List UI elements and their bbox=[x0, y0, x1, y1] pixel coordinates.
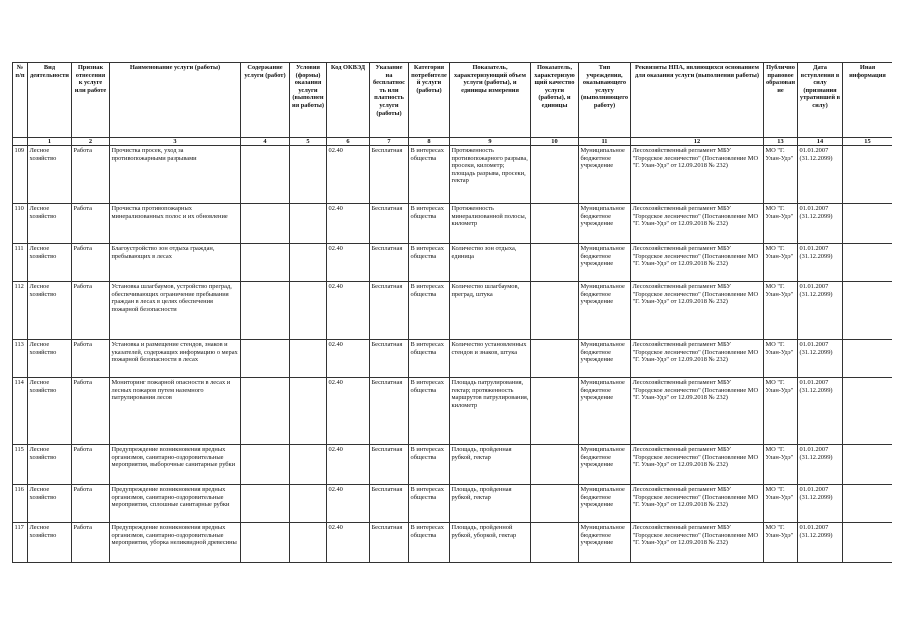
cell-okved: 02.40 bbox=[327, 282, 370, 340]
cell-quality bbox=[531, 445, 579, 485]
cell-num: 116 bbox=[13, 485, 28, 523]
col-header-okved: Код ОКВЭД bbox=[327, 63, 370, 138]
cell-volume: Количество установленных стендов и знаков, штука bbox=[450, 340, 531, 378]
cell-consumers: В интересах общества bbox=[409, 523, 450, 563]
cell-entity: МО "Г. Улан-Удэ" bbox=[764, 282, 798, 340]
column-number: 6 bbox=[327, 138, 370, 146]
table-body bbox=[13, 146, 893, 563]
cell-other bbox=[843, 485, 893, 523]
cell-volume: Площадь, пройденная рубкой, гектар bbox=[450, 485, 531, 523]
col-header-activity: Вид деятельности bbox=[28, 63, 72, 138]
cell-type: Муниципальное бюджетное учреждение bbox=[579, 146, 631, 204]
cell-okved: 02.40 bbox=[327, 378, 370, 445]
column-number: 7 bbox=[370, 138, 409, 146]
cell-name: Прочистка противопожарных минерализованных полос и их обновление bbox=[110, 204, 241, 244]
cell-other bbox=[843, 204, 893, 244]
cell-sign: Работа bbox=[72, 340, 110, 378]
cell-payment: Бесплатная bbox=[370, 485, 409, 523]
cell-volume: Протяженность минерализованной полосы, километр bbox=[450, 204, 531, 244]
cell-volume: Количество шлагбаумов, преград, штука bbox=[450, 282, 531, 340]
cell-okved: 02.40 bbox=[327, 485, 370, 523]
cell-payment: Бесплатная bbox=[370, 282, 409, 340]
cell-activity: Лесное хозяйство bbox=[28, 523, 72, 563]
cell-name: Предупреждение возникновения вредных организмов, санитарно-оздоровительные мероприятия, уборка неликвидной древесины bbox=[110, 523, 241, 563]
cell-other bbox=[843, 378, 893, 445]
cell-sign: Работа bbox=[72, 244, 110, 282]
cell-consumers: В интересах общества bbox=[409, 204, 450, 244]
cell-content bbox=[241, 244, 290, 282]
cell-type: Муниципальное бюджетное учреждение bbox=[579, 445, 631, 485]
col-header-npa: Реквизиты НПА, являющихся основанием для оказания услуги (выполнения работы) bbox=[631, 63, 764, 138]
cell-payment: Бесплатная bbox=[370, 445, 409, 485]
cell-type: Муниципальное бюджетное учреждение bbox=[579, 523, 631, 563]
cell-entity: МО "Г. Улан-Удэ" bbox=[764, 204, 798, 244]
cell-npa: Лесохозяйственный регламент МБУ "Городское лесничество" (Постановление МО "Г. Улан-Удэ" от 12.09.2018 № 232) bbox=[631, 340, 764, 378]
cell-entity: МО "Г. Улан-Удэ" bbox=[764, 523, 798, 563]
cell-name: Установка и размещение стендов, знаков и указателей, содержащих информацию о мерах пожарной безопасности в лесах bbox=[110, 340, 241, 378]
cell-content bbox=[241, 204, 290, 244]
cell-quality bbox=[531, 282, 579, 340]
cell-name: Установка шлагбаумов, устройство преград, обеспечивающих ограничение пребывания граждан в лесах в целях обеспечения пожарной безопасности bbox=[110, 282, 241, 340]
cell-entity: МО "Г. Улан-Удэ" bbox=[764, 146, 798, 204]
cell-volume: Количество зон отдыха, единица bbox=[450, 244, 531, 282]
cell-name: Предупреждение возникновения вредных организмов, санитарно-оздоровительные мероприятия, выборочные санитарные рубки bbox=[110, 445, 241, 485]
cell-content bbox=[241, 340, 290, 378]
cell-conditions bbox=[290, 244, 327, 282]
registry-document bbox=[12, 62, 892, 632]
cell-consumers: В интересах общества bbox=[409, 378, 450, 445]
cell-entity: МО "Г. Улан-Удэ" bbox=[764, 340, 798, 378]
column-number: 12 bbox=[631, 138, 764, 146]
col-header-quality: Показатель, характеризующий качество услуги (работы), и единицы bbox=[531, 63, 579, 138]
table-row bbox=[13, 282, 893, 340]
cell-okved: 02.40 bbox=[327, 244, 370, 282]
table-row bbox=[13, 204, 893, 244]
cell-okved: 02.40 bbox=[327, 340, 370, 378]
cell-other bbox=[843, 244, 893, 282]
cell-payment: Бесплатная bbox=[370, 523, 409, 563]
cell-payment: Бесплатная bbox=[370, 378, 409, 445]
cell-date: 01.01.2007 (31.12.2099) bbox=[798, 523, 843, 563]
cell-consumers: В интересах общества bbox=[409, 445, 450, 485]
cell-payment: Бесплатная bbox=[370, 340, 409, 378]
cell-activity: Лесное хозяйство bbox=[28, 204, 72, 244]
cell-npa: Лесохозяйственный регламент МБУ "Городское лесничество" (Постановление МО "Г. Улан-Удэ" от 12.09.2018 № 232) bbox=[631, 282, 764, 340]
cell-quality bbox=[531, 204, 579, 244]
column-number: 1 bbox=[28, 138, 72, 146]
cell-date: 01.01.2007 (31.12.2099) bbox=[798, 146, 843, 204]
cell-npa: Лесохозяйственный регламент МБУ "Городское лесничество" (Постановление МО "Г. Улан-Удэ" от 12.09.2018 № 232) bbox=[631, 244, 764, 282]
cell-name: Предупреждение возникновения вредных организмов, санитарно-оздоровительные мероприятия, сплошные санитарные рубки bbox=[110, 485, 241, 523]
cell-okved: 02.40 bbox=[327, 204, 370, 244]
cell-activity: Лесное хозяйство bbox=[28, 485, 72, 523]
table-row bbox=[13, 340, 893, 378]
cell-date: 01.01.2007 (31.12.2099) bbox=[798, 244, 843, 282]
cell-type: Муниципальное бюджетное учреждение bbox=[579, 244, 631, 282]
cell-npa: Лесохозяйственный регламент МБУ "Городское лесничество" (Постановление МО "Г. Улан-Удэ" от 12.09.2018 № 232) bbox=[631, 523, 764, 563]
cell-volume: Площадь, пройденная рубкой, гектар bbox=[450, 445, 531, 485]
cell-quality bbox=[531, 244, 579, 282]
cell-num: 112 bbox=[13, 282, 28, 340]
cell-npa: Лесохозяйственный регламент МБУ "Городское лесничество" (Постановление МО "Г. Улан-Удэ" от 12.09.2018 № 232) bbox=[631, 378, 764, 445]
cell-consumers: В интересах общества bbox=[409, 282, 450, 340]
cell-volume: Протяженность противопожарного разрыва, просеки, километр; площадь разрыва, просеки, гектар bbox=[450, 146, 531, 204]
cell-conditions bbox=[290, 523, 327, 563]
cell-date: 01.01.2007 (31.12.2099) bbox=[798, 485, 843, 523]
column-number: 3 bbox=[110, 138, 241, 146]
cell-conditions bbox=[290, 340, 327, 378]
cell-name: Мониторинг пожарной опасности в лесах и лесных пожаров путем наземного патрулирования лесов bbox=[110, 378, 241, 445]
cell-quality bbox=[531, 340, 579, 378]
cell-entity: МО "Г. Улан-Удэ" bbox=[764, 445, 798, 485]
cell-activity: Лесное хозяйство bbox=[28, 378, 72, 445]
column-number: 9 bbox=[450, 138, 531, 146]
cell-payment: Бесплатная bbox=[370, 244, 409, 282]
cell-consumers: В интересах общества bbox=[409, 244, 450, 282]
col-header-entity: Публичноправовое образование bbox=[764, 63, 798, 138]
col-header-consumers: Категория потребителей услуги (работы) bbox=[409, 63, 450, 138]
col-header-name: Наименование услуги (работы) bbox=[110, 63, 241, 138]
cell-conditions bbox=[290, 378, 327, 445]
cell-activity: Лесное хозяйство bbox=[28, 282, 72, 340]
column-number: 13 bbox=[764, 138, 798, 146]
table-row bbox=[13, 485, 893, 523]
col-header-num: № п/п bbox=[13, 63, 28, 138]
column-number: 11 bbox=[579, 138, 631, 146]
cell-other bbox=[843, 282, 893, 340]
table-row bbox=[13, 523, 893, 563]
cell-num: 113 bbox=[13, 340, 28, 378]
cell-consumers: В интересах общества bbox=[409, 340, 450, 378]
cell-sign: Работа bbox=[72, 378, 110, 445]
cell-name: Благоустройство зон отдыха граждан, пребывающих в лесах bbox=[110, 244, 241, 282]
cell-num: 115 bbox=[13, 445, 28, 485]
cell-date: 01.01.2007 (31.12.2099) bbox=[798, 282, 843, 340]
cell-num: 111 bbox=[13, 244, 28, 282]
cell-conditions bbox=[290, 282, 327, 340]
cell-sign: Работа bbox=[72, 146, 110, 204]
cell-conditions bbox=[290, 485, 327, 523]
cell-quality bbox=[531, 485, 579, 523]
cell-date: 01.01.2007 (31.12.2099) bbox=[798, 340, 843, 378]
col-header-payment: Указание на бесплатность или платность услуги (работы) bbox=[370, 63, 409, 138]
cell-npa: Лесохозяйственный регламент МБУ "Городское лесничество" (Постановление МО "Г. Улан-Удэ" от 12.09.2018 № 232) bbox=[631, 445, 764, 485]
column-number: 4 bbox=[241, 138, 290, 146]
cell-okved: 02.40 bbox=[327, 523, 370, 563]
cell-conditions bbox=[290, 445, 327, 485]
cell-okved: 02.40 bbox=[327, 445, 370, 485]
cell-okved: 02.40 bbox=[327, 146, 370, 204]
cell-other bbox=[843, 340, 893, 378]
cell-activity: Лесное хозяйство bbox=[28, 445, 72, 485]
column-number: 14 bbox=[798, 138, 843, 146]
cell-activity: Лесное хозяйство bbox=[28, 340, 72, 378]
column-number: 8 bbox=[409, 138, 450, 146]
cell-date: 01.01.2007 (31.12.2099) bbox=[798, 445, 843, 485]
col-header-conditions: Условия (формы) оказания услуги (выполнения работы) bbox=[290, 63, 327, 138]
cell-sign: Работа bbox=[72, 282, 110, 340]
cell-conditions bbox=[290, 204, 327, 244]
cell-quality bbox=[531, 146, 579, 204]
column-number-row bbox=[13, 138, 893, 146]
cell-npa: Лесохозяйственный регламент МБУ "Городское лесничество" (Постановление МО "Г. Улан-Удэ" от 12.09.2018 № 232) bbox=[631, 204, 764, 244]
cell-content bbox=[241, 378, 290, 445]
cell-other bbox=[843, 523, 893, 563]
table-row bbox=[13, 445, 893, 485]
cell-sign: Работа bbox=[72, 523, 110, 563]
col-header-other: Иная информация bbox=[843, 63, 893, 138]
col-header-type: Тип учреждения, оказывающего услугу (выполняющего работу) bbox=[579, 63, 631, 138]
services-registry-table bbox=[12, 62, 892, 563]
cell-activity: Лесное хозяйство bbox=[28, 146, 72, 204]
cell-quality bbox=[531, 378, 579, 445]
cell-content bbox=[241, 146, 290, 204]
cell-consumers: В интересах общества bbox=[409, 146, 450, 204]
cell-volume: Площадь патрулирования, гектар; протяженность маршрутов патрулирования, километр bbox=[450, 378, 531, 445]
cell-payment: Бесплатная bbox=[370, 204, 409, 244]
cell-content bbox=[241, 485, 290, 523]
cell-name: Прочистка просек, уход за противопожарными разрывами bbox=[110, 146, 241, 204]
cell-sign: Работа bbox=[72, 204, 110, 244]
cell-npa: Лесохозяйственный регламент МБУ "Городское лесничество" (Постановление МО "Г. Улан-Удэ" от 12.09.2018 № 232) bbox=[631, 485, 764, 523]
col-header-volume: Показатель, характеризующий объем услуги (работы), и единицы измерения bbox=[450, 63, 531, 138]
cell-entity: МО "Г. Улан-Удэ" bbox=[764, 244, 798, 282]
table-row bbox=[13, 146, 893, 204]
cell-num: 114 bbox=[13, 378, 28, 445]
cell-entity: МО "Г. Улан-Удэ" bbox=[764, 378, 798, 445]
cell-type: Муниципальное бюджетное учреждение bbox=[579, 340, 631, 378]
cell-sign: Работа bbox=[72, 485, 110, 523]
col-header-content: Содержание услуги (работ) bbox=[241, 63, 290, 138]
cell-date: 01.01.2007 (31.12.2099) bbox=[798, 204, 843, 244]
cell-activity: Лесное хозяйство bbox=[28, 244, 72, 282]
cell-volume: Площадь, пройденной рубкой, уборкой, гектар bbox=[450, 523, 531, 563]
cell-type: Муниципальное бюджетное учреждение bbox=[579, 204, 631, 244]
table-row bbox=[13, 378, 893, 445]
cell-content bbox=[241, 445, 290, 485]
header-row bbox=[13, 63, 893, 138]
cell-conditions bbox=[290, 146, 327, 204]
column-number: 2 bbox=[72, 138, 110, 146]
cell-npa: Лесохозяйственный регламент МБУ "Городское лесничество" (Постановление МО "Г. Улан-Удэ" от 12.09.2018 № 232) bbox=[631, 146, 764, 204]
column-number: 5 bbox=[290, 138, 327, 146]
column-number: 15 bbox=[843, 138, 893, 146]
cell-num: 117 bbox=[13, 523, 28, 563]
cell-other bbox=[843, 445, 893, 485]
cell-date: 01.01.2007 (31.12.2099) bbox=[798, 378, 843, 445]
cell-sign: Работа bbox=[72, 445, 110, 485]
cell-content bbox=[241, 523, 290, 563]
col-header-sign: Признак отнесения к услуге или работе bbox=[72, 63, 110, 138]
cell-consumers: В интересах общества bbox=[409, 485, 450, 523]
col-header-date: Дата вступления в силу (признания утратившей в силу) bbox=[798, 63, 843, 138]
cell-num: 109 bbox=[13, 146, 28, 204]
cell-content bbox=[241, 282, 290, 340]
column-number: 10 bbox=[531, 138, 579, 146]
cell-type: Муниципальное бюджетное учреждение bbox=[579, 282, 631, 340]
table-row bbox=[13, 244, 893, 282]
cell-num: 110 bbox=[13, 204, 28, 244]
column-number-blank bbox=[13, 138, 28, 146]
cell-payment: Бесплатная bbox=[370, 146, 409, 204]
cell-type: Муниципальное бюджетное учреждение bbox=[579, 378, 631, 445]
cell-entity: МО "Г. Улан-Удэ" bbox=[764, 485, 798, 523]
cell-type: Муниципальное бюджетное учреждение bbox=[579, 485, 631, 523]
cell-quality bbox=[531, 523, 579, 563]
cell-other bbox=[843, 146, 893, 204]
